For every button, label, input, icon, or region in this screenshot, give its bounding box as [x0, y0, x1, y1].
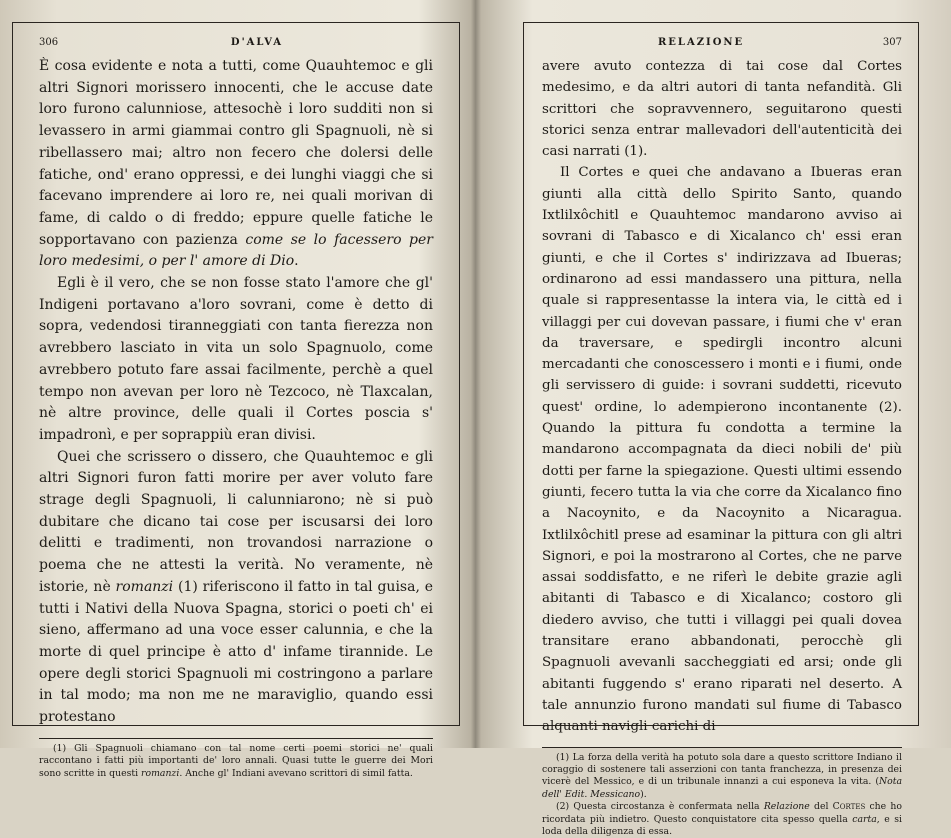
left-footnote-rule	[39, 738, 433, 739]
left-paragraph-1: È cosa evidente e nota a tutti, come Quauhtemoc e gli altri Signori morissero innocenti, che le accuse date loro furono calunniose, attesochè i loro sudditi non si levassero in armi giammai contro gli Spagnuoli, nè si ribellassero mai; altro non fecero che dolersi delle fatiche, ond' erano oppressi, e dei lunghi viaggi che si facevano imprendere ai loro re, nei quali morivan di fame, di caldo o di freddo; eppure quelle fatiche le sopportavano con pazienza come se lo facessero per loro medesimi, o per l' amore di Dio.	[39, 56, 433, 273]
left-footnotes	[39, 743, 433, 780]
right-running-title: RELAZIONE	[658, 37, 744, 48]
left-page-number: 306	[39, 37, 58, 48]
right-paragraph-1: avere avuto contezza di tai cose dal Cortes medesimo, e da altri autori di tanta nefandità. Gli scrittori che sopravvennero, seguitarono questi storici senza entrar mallevadori dell'autenticità dei casi narrati (1).	[542, 56, 902, 162]
right-page	[523, 22, 919, 726]
right-running-head	[542, 37, 902, 51]
right-body-text	[542, 56, 902, 738]
left-footnote-1: (1) Gli Spagnuoli chiamano con tal nome certi poemi storici ne' quali raccontano i fatti più importanti de' loro annali. Quasi tutte le guerre dei Mori sono scritte in questi romanzi. Anche gl' Indiani avevano scrittori di simil fatta.	[39, 743, 433, 780]
left-paragraph-2: Egli è il vero, che se non fosse stato l'amore che gl' Indigeni portavano a'loro sovrani, come è detto di sopra, vedendosi tiranneggiati con tanta fierezza non avrebbero lasciato in vita un solo Spagnuolo, come avrebbero potuto fare assai facilmente, perchè a quel tempo non avevan per loro nè Tezcoco, nè Tlaxcalan, nè altre province, delle quali il Cortes poscia s' impadronì, e per soprappiù eran divisi.	[39, 273, 433, 447]
right-paragraph-2: Il Cortes e quei che andavano a Ibueras eran giunti alla città dello Spirito Santo, quando Ixtlilxôchitl e Quauhtemoc mandarono avviso ai sovrani di Tabasco e di Xicalanco ch' essi eran giunti, e che il Cortes s' indirizzava ad Ibueras; ordinarono ad essi mandassero una pittura, nella quale si rappresentasse la intera via, le città ed i villaggi per cui dovevan passare, i fiumi che v' eran da traversare, e spedirgli incontro alcuni mercadanti che conoscessero i monti e i fiumi, onde gli servissero di guide: i sovrani suddetti, ricevuto quest' ordine, lo adempierono incontanente (2). Quando la pittura fu condotta a termine la mandarono accompagnata da dieci nobili de' più dotti per farne la spiegazione. Questi ultimi essendo giunti, fecero tutta la via che corre da Xicalanco fino a Nacoynito, e da Nacoynito a Nicaragua. Ixtlilxôchitl prese ad esaminar la pittura con gli altri Signori, e poi la mostrarono al Cortes, che ne parve assai soddisfatto, e ne riferì le debite grazie agli abitanti di Tabasco e di Xicalanco; costoro gli diedero avviso, che tutti i villaggi pei quali dovea transitare erano abbandonati, perocchè gli Spagnuoli avevanli saccheggiati ed arsi; onde gli abitanti fuggendo s' erano riparati nel deserto. A tale annunzio furono mandati sul fiume di Tabasco alquanti navigli carichi di	[542, 162, 902, 737]
left-body-text	[39, 56, 433, 729]
left-paragraph-3: Quei che scrissero o dissero, che Quauhtemoc e gli altri Signori furon fatti morire per aver voluto fare strage degli Spagnuoli, li calunniarono; nè si può dubitare che dicano tai cose per iscusarsi dei loro delitti e tradimenti, non trovandosi narrazione o poema che ne attesti la verità. No veramente, nè istorie, nè romanzi (1) riferiscono il fatto in tal guisa, e tutti i Nativi della Nuova Spagna, storici o poeti ch' ei sieno, affermano ad una voce esser calunnia, e che la morte di quel principe è atto d' infame tirannide. Le opere degli storici Spagnuoli mi costringono a parlare in tal modo; ma non me ne maraviglio, quando essi protestano	[39, 447, 433, 729]
left-running-title: D'ALVA	[231, 37, 283, 48]
right-page-number: 307	[883, 37, 902, 48]
left-running-head	[39, 37, 433, 51]
right-footnote-2: (2) Questa circostanza è confermata nella Relazione del Cortes che ho ricordata più indietro. Questo conquistatore cita spesso quella carta, e si loda della diligenza di essa.	[542, 801, 902, 838]
right-footnote-rule	[542, 747, 902, 748]
right-footnotes	[542, 752, 902, 838]
italic-word: romanzi	[116, 579, 174, 595]
italic-phrase: come se lo facessero per loro medesimi, o per l' amore di Dio	[39, 232, 433, 270]
left-page	[12, 22, 460, 726]
right-footnote-1: (1) La forza della verità ha potuto sola dare a questo scrittore Indiano il coraggio di sostenere tali asserzioni con tanta franchezza, in presenza dei vicerè del Messico, e di un tribunale innanzi a cui esponeva la vita. (Nota dell' Edit. Messicano).	[542, 752, 902, 802]
